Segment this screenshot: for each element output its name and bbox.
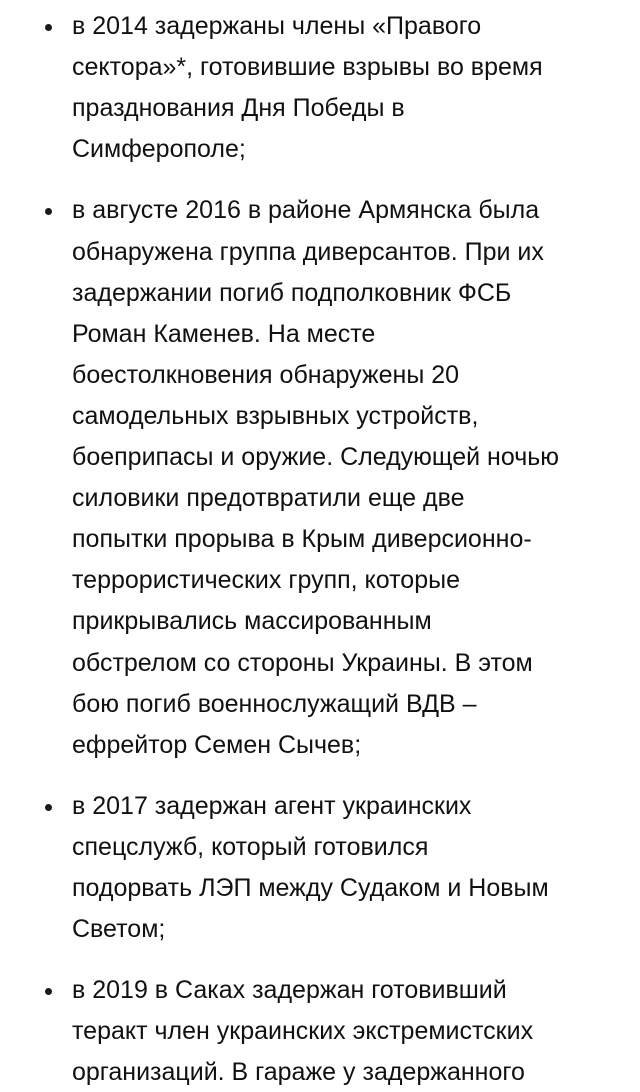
list-item-text-line: обнаружена группа диверсантов. При их (72, 237, 544, 266)
list-item-text-line: попытки прорыва в Крым диверсионно- (72, 525, 532, 554)
list-item-text-line: боестолкновения обнаружены 20 (72, 360, 460, 389)
list-item-text-line: обстрелом со стороны Украины. В этом (72, 648, 533, 677)
list-item-text-line: силовики предотвратили еще две (72, 484, 465, 513)
list-item-text-line: сектора»*, готовившие взрывы во время (72, 53, 543, 82)
bullet-icon (45, 208, 52, 215)
bullet-icon (45, 988, 52, 995)
bullet-icon (45, 804, 52, 811)
list-item-text-line: Симферополе; (72, 135, 246, 164)
list-item-text-line: самодельных взрывных устройств, (72, 401, 479, 430)
list-item-text-line: в 2019 в Саках задержан готовивший (72, 976, 507, 1005)
list-item-text-line: подорвать ЛЭП между Судаком и Новым (72, 874, 549, 902)
list-item-text-line: боеприпасы и оружие. Следующей ночью (72, 443, 559, 471)
list-item-text-line: Светом; (72, 915, 166, 944)
list-item-text-line: задержании погиб подполковник ФСБ (72, 278, 512, 307)
list-item-text-line: празднования Дня Победы в (72, 94, 405, 123)
list-item-text-line: организаций. В гараже у задержанного (72, 1058, 525, 1087)
list-item-text-line: прикрывались массированным (72, 607, 432, 636)
list-item-text-line: теракт член украинских экстремистских (72, 1017, 534, 1046)
list-item-text-line: в августе 2016 в районе Армянска была (72, 196, 540, 225)
list-item-text-line: террористических групп, которые (72, 566, 460, 595)
list-item-text-line: ефрейтор Семен Сычев; (72, 730, 362, 759)
bullet-icon (45, 24, 52, 31)
list-item-text-line: в 2017 задержан агент украинских (72, 791, 472, 820)
list-item-text-line: Роман Каменев. На месте (72, 319, 376, 348)
list-item-text-line: бою погиб военнослужащий ВДВ – (72, 689, 477, 718)
list-item-text-line: спецслужб, который готовился (72, 832, 429, 861)
list-item-text-line: в 2014 задержаны члены «Правого (72, 12, 482, 40)
